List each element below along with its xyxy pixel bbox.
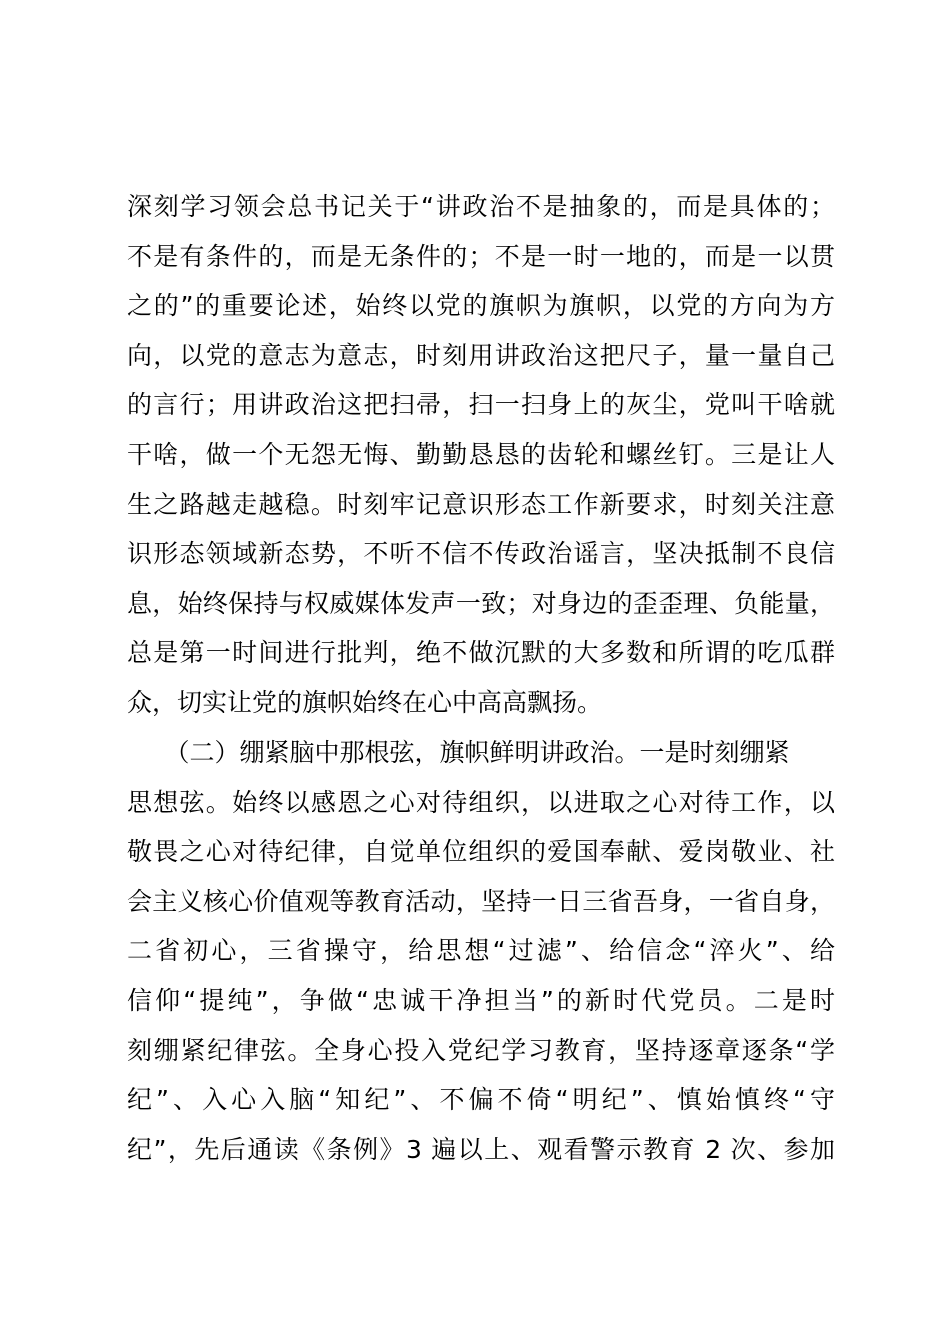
paragraph-1-line: 众，切实让党的旗帜始终在心中高高飘扬。 [127,687,603,717]
paragraph-1-line: 向，以党的意志为意志，时刻用讲政治这把尺子，量一量自己 [127,340,835,370]
paragraph-1 [127,182,835,728]
paragraph-2-line: （二）绷紧脑中那根弦，旗帜鲜明讲政治。一是时刻绷紧 [127,738,790,767]
paragraph-1-line: 干啥，做一个无怨无悔、勤勤恳恳的齿轮和螺丝钉。三是让人 [127,439,835,469]
paragraph-2-line: 二省初心，三省操守，给思想“过滤”、给信念“淬火”、给 [127,936,835,966]
paragraph-2-line: 思想弦。始终以感恩之心对待组织，以进取之心对待工作，以 [127,787,835,817]
paragraph-2 [127,728,835,1174]
paragraph-1-line: 总是第一时间进行批判，绝不做沉默的大多数和所谓的吃瓜群 [127,638,835,668]
paragraph-2-line: 纪”，先后通读《条例》3 遍以上、观看警示教育 2 次、参加 [127,1134,835,1164]
paragraph-2-line: 纪”、入心入脑“知纪”、不偏不倚“明纪”、慎始慎终“守 [127,1085,835,1115]
paragraph-1-line: 不是有条件的，而是无条件的；不是一时一地的，而是一以贯 [127,241,835,271]
paragraph-1-line: 之的”的重要论述，始终以党的旗帜为旗帜，以党的方向为方 [127,291,835,321]
paragraph-1-line: 识形态领域新态势，不听不信不传政治谣言，坚决抵制不良信 [127,539,835,569]
paragraph-2-line: 会主义核心价值观等教育活动，坚持一日三省吾身，一省自身， [127,886,835,916]
paragraph-1-line: 深刻学习领会总书记关于“讲政治不是抽象的，而是具体的； [127,192,835,221]
paragraph-2-line: 敬畏之心对待纪律，自觉单位组织的爱国奉献、爱岗敬业、社 [127,837,835,867]
paragraph-1-line: 的言行；用讲政治这把扫帚，扫一扫身上的灰尘，党叫干啥就 [127,390,835,420]
paragraph-1-line: 息，始终保持与权威媒体发声一致；对身边的歪歪理、负能量， [127,588,835,618]
paragraph-2-line: 刻绷紧纪律弦。全身心投入党纪学习教育，坚持逐章逐条“学 [127,1035,835,1065]
paragraph-1-line: 生之路越走越稳。时刻牢记意识形态工作新要求，时刻关注意 [127,489,835,519]
paragraph-2-line: 信仰“提纯”，争做“忠诚干净担当”的新时代党员。二是时 [127,985,835,1015]
